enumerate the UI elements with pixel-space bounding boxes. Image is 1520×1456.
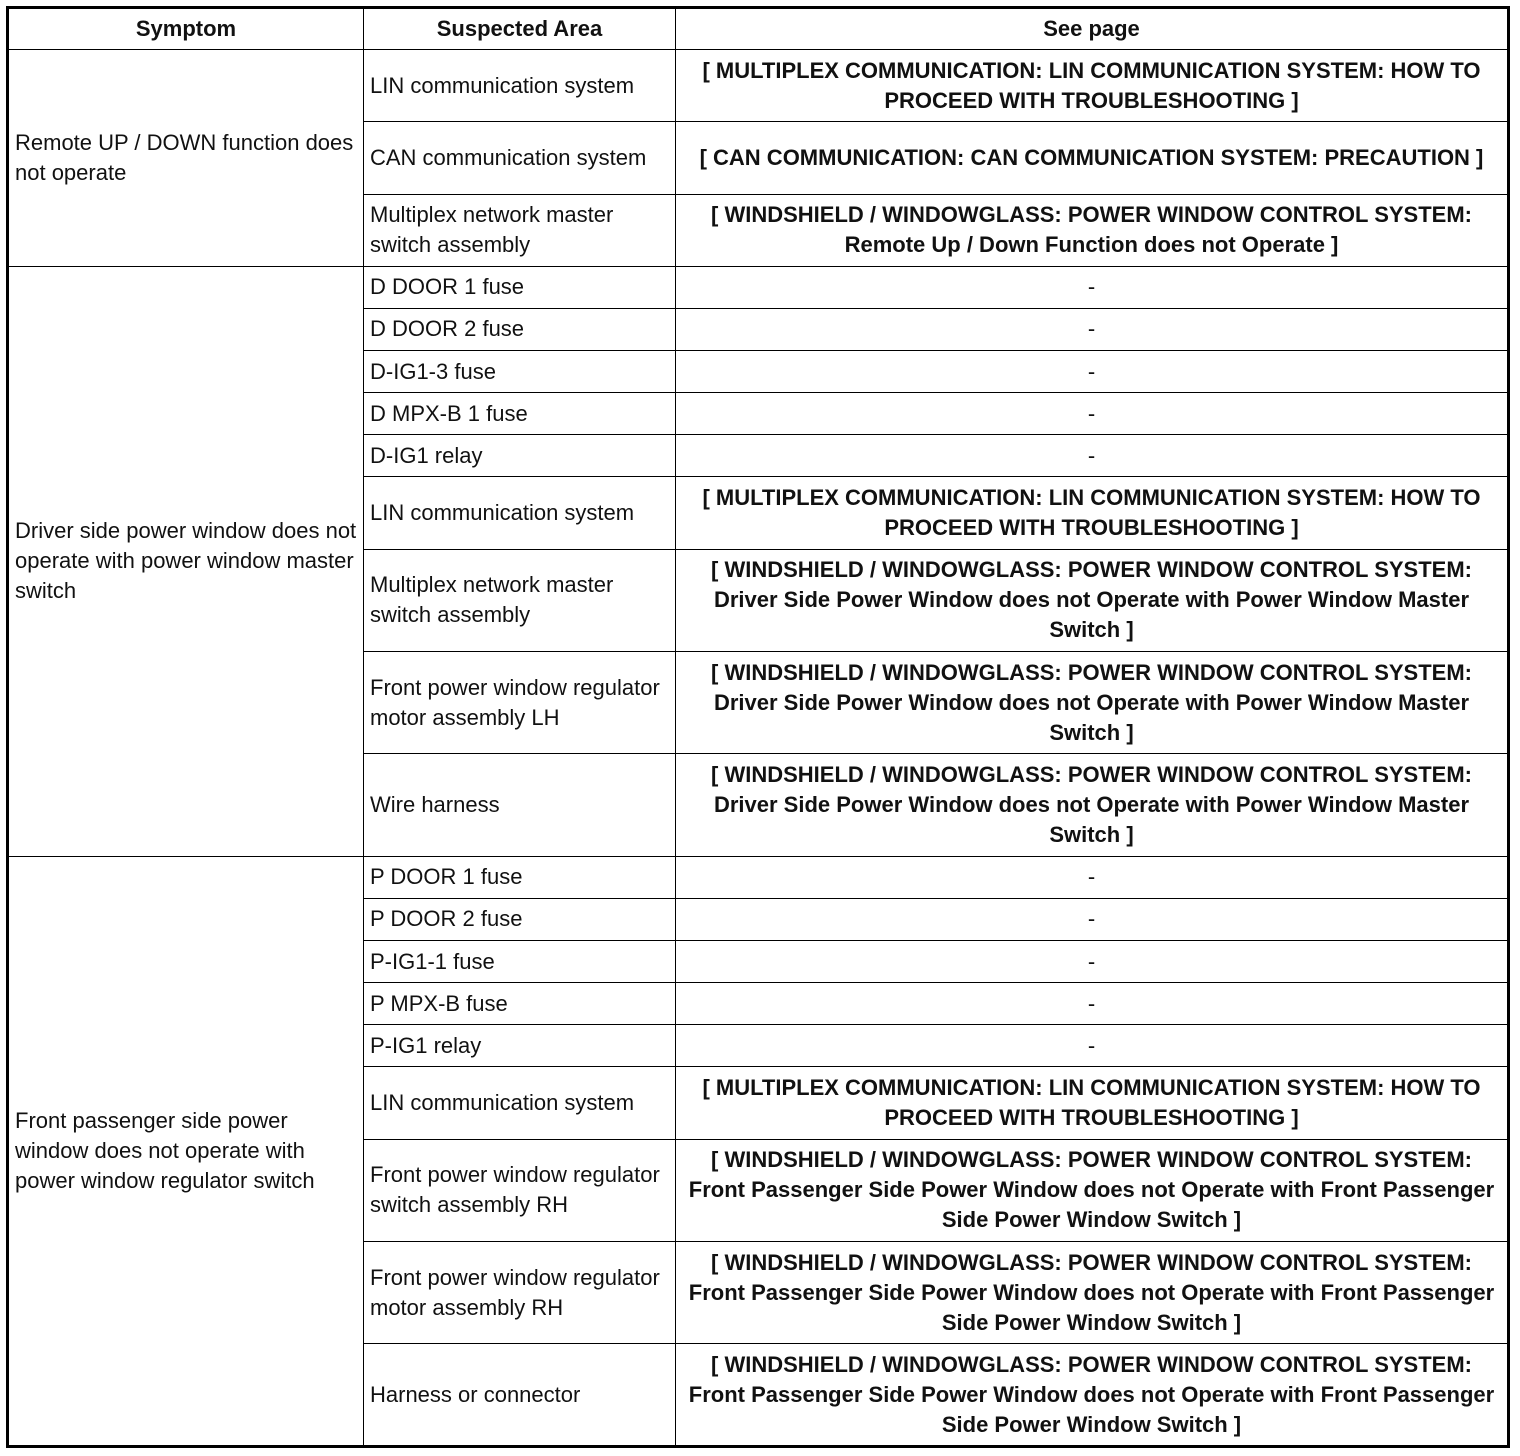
suspected-area-cell: P DOOR 1 fuse [364, 856, 676, 898]
header-suspected-area: Suspected Area [364, 8, 676, 50]
see-page-cell: - [676, 983, 1509, 1025]
see-page-cell: [ MULTIPLEX COMMUNICATION: LIN COMMUNICATION SYSTEM: HOW TO PROCEED WITH TROUBLESHOOTING ] [676, 1067, 1509, 1139]
see-page-cell: - [676, 898, 1509, 940]
see-page-cell: [ CAN COMMUNICATION: CAN COMMUNICATION SYSTEM: PRECAUTION ] [676, 122, 1509, 194]
see-page-cell: [ WINDSHIELD / WINDOWGLASS: POWER WINDOW CONTROL SYSTEM: Front Passenger Side Power Window does not Operate with Front Passenger Side Power Window Switch ] [676, 1139, 1509, 1241]
suspected-area-cell: D DOOR 1 fuse [364, 266, 676, 308]
see-page-cell: - [676, 941, 1509, 983]
suspected-area-cell: D-IG1-3 fuse [364, 351, 676, 393]
suspected-area-cell: LIN communication system [364, 50, 676, 122]
suspected-area-cell: CAN communication system [364, 122, 676, 194]
see-page-cell: [ WINDSHIELD / WINDOWGLASS: POWER WINDOW CONTROL SYSTEM: Driver Side Power Window does not Operate with Power Window Master Switch ] [676, 549, 1509, 651]
suspected-area-cell: Multiplex network master switch assembly [364, 549, 676, 651]
see-page-cell: - [676, 1025, 1509, 1067]
see-page-cell: - [676, 308, 1509, 350]
table-row [8, 50, 1509, 122]
suspected-area-cell: Front power window regulator motor assembly LH [364, 652, 676, 754]
suspected-area-cell: P-IG1-1 fuse [364, 941, 676, 983]
see-page-cell: [ MULTIPLEX COMMUNICATION: LIN COMMUNICATION SYSTEM: HOW TO PROCEED WITH TROUBLESHOOTING ] [676, 50, 1509, 122]
symptom-cell: Driver side power window does not operate with power window master switch [8, 266, 364, 856]
troubleshooting-table [6, 6, 1510, 1448]
header-row [8, 8, 1509, 50]
table-row [8, 856, 1509, 898]
see-page-cell: [ WINDSHIELD / WINDOWGLASS: POWER WINDOW CONTROL SYSTEM: Front Passenger Side Power Window does not Operate with Front Passenger Side Power Window Switch ] [676, 1242, 1509, 1344]
suspected-area-cell: D DOOR 2 fuse [364, 308, 676, 350]
suspected-area-cell: Wire harness [364, 754, 676, 856]
symptom-cell: Front passenger side power window does not operate with power window regulator switch [8, 856, 364, 1446]
see-page-cell: - [676, 856, 1509, 898]
see-page-cell: - [676, 393, 1509, 435]
suspected-area-cell: LIN communication system [364, 477, 676, 549]
symptom-cell: Remote UP / DOWN function does not operate [8, 50, 364, 267]
suspected-area-cell: Multiplex network master switch assembly [364, 194, 676, 266]
suspected-area-cell: D-IG1 relay [364, 435, 676, 477]
suspected-area-cell: Front power window regulator motor assembly RH [364, 1242, 676, 1344]
see-page-cell: - [676, 435, 1509, 477]
suspected-area-cell: P MPX-B fuse [364, 983, 676, 1025]
see-page-cell: [ MULTIPLEX COMMUNICATION: LIN COMMUNICATION SYSTEM: HOW TO PROCEED WITH TROUBLESHOOTING ] [676, 477, 1509, 549]
see-page-cell: [ WINDSHIELD / WINDOWGLASS: POWER WINDOW CONTROL SYSTEM: Remote Up / Down Function does not Operate ] [676, 194, 1509, 266]
table-row [8, 266, 1509, 308]
suspected-area-cell: Front power window regulator switch assembly RH [364, 1139, 676, 1241]
suspected-area-cell: P-IG1 relay [364, 1025, 676, 1067]
see-page-cell: - [676, 266, 1509, 308]
see-page-cell: - [676, 351, 1509, 393]
suspected-area-cell: D MPX-B 1 fuse [364, 393, 676, 435]
see-page-cell: [ WINDSHIELD / WINDOWGLASS: POWER WINDOW CONTROL SYSTEM: Driver Side Power Window does not Operate with Power Window Master Switch ] [676, 652, 1509, 754]
suspected-area-cell: Harness or connector [364, 1344, 676, 1447]
header-symptom: Symptom [8, 8, 364, 50]
see-page-cell: [ WINDSHIELD / WINDOWGLASS: POWER WINDOW CONTROL SYSTEM: Front Passenger Side Power Window does not Operate with Front Passenger Side Power Window Switch ] [676, 1344, 1509, 1447]
suspected-area-cell: P DOOR 2 fuse [364, 898, 676, 940]
see-page-cell: [ WINDSHIELD / WINDOWGLASS: POWER WINDOW CONTROL SYSTEM: Driver Side Power Window does not Operate with Power Window Master Switch ] [676, 754, 1509, 856]
header-see-page: See page [676, 8, 1509, 50]
suspected-area-cell: LIN communication system [364, 1067, 676, 1139]
